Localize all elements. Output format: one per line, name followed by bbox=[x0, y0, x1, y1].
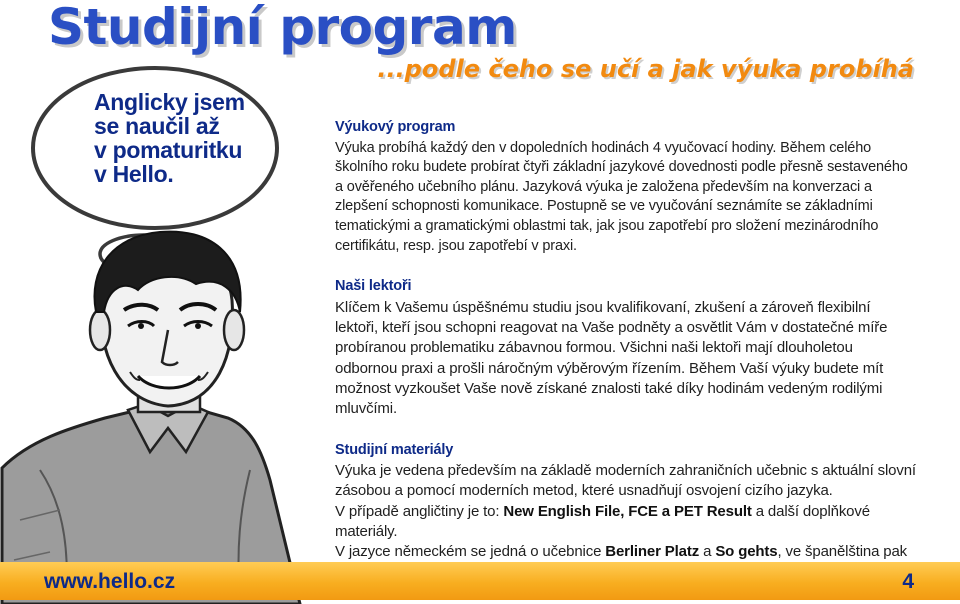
content-column bbox=[335, 118, 917, 604]
footer-url-link[interactable]: www.hello.cz bbox=[44, 570, 176, 593]
section-lecturers bbox=[335, 277, 917, 419]
bubble-line: v pomaturitku bbox=[94, 137, 243, 163]
text-span: V případě angličtiny je to: bbox=[335, 502, 504, 520]
student-portrait-icon bbox=[2, 232, 300, 604]
english-materials-line bbox=[335, 502, 917, 543]
section-title: Výukový program bbox=[335, 119, 456, 135]
page-title: Studijní program bbox=[48, 0, 517, 56]
bubble-line: se naučil až bbox=[94, 113, 220, 139]
text-span: a další doplňkové materiály. bbox=[335, 502, 870, 541]
thought-bubble-text bbox=[94, 90, 245, 186]
text-span: , ve španělština pak bbox=[777, 543, 908, 561]
bubble-line: Anglicky jsem bbox=[94, 89, 245, 115]
section-title: Naši lektoři bbox=[335, 278, 412, 295]
text-span: a bbox=[699, 543, 716, 561]
section-teaching-program bbox=[335, 118, 917, 256]
text-span: V jazyce německém se jedná o učebnice bbox=[335, 543, 606, 561]
section-paragraph: Klíčem k Vašemu úspěšnému studiu jsou kvalifikovaní, zkušení a zároveň flexibilní lektoři, kteří jsou schopni reagovat na Vaše podněty a osvětlit Vám v dostatečné míře probíranou problematiku zábavnou formou. Všichni naši lektoři mají dlouholetou odbornou praxi a prošli náročným výběrovým řízením. Během Vaší výuky budete mít možnost vyzkoušet Vaše nově získané znalosti také díky hodinám vedeným rodilými mluvčími. bbox=[335, 298, 888, 418]
bubble-line: v Hello. bbox=[94, 161, 174, 187]
german-book: Berliner Platz bbox=[605, 543, 700, 561]
section-title: Studijní materiály bbox=[335, 441, 454, 458]
english-books: New English File, FCE a PET Result bbox=[503, 502, 752, 520]
section-paragraph: Výuka probíhá každý den v dopoledních hodinách 4 vyučovací hodiny. Během celého školního roku budete probírat čtyři základní jazykové dovednosti podle přesně sestaveného a ověřeného učebního plánu. Jazyková výuka je založena především na konverzaci a zlepšení schopnosti komunikace. Postupně se ve vyučování seznámíte se základními tematickými a gramatickými oblastmi tak, jak jsou zapotřebí pro složení mezinárodního certifikátu, resp. jsou zapotřebí v praxi. bbox=[335, 139, 908, 254]
page-subtitle: ...podle čeho se učí a jak výuka probíhá bbox=[377, 55, 914, 83]
page-number: 4 bbox=[902, 570, 914, 593]
german-book: So gehts bbox=[715, 543, 778, 561]
section-paragraph: Výuka je vedena především na základě moderních zahraničních učebnic s aktuální slovní zásobou a pomocí moderních metod, které usnadňují osvojení cizího jazyka. bbox=[335, 462, 916, 500]
